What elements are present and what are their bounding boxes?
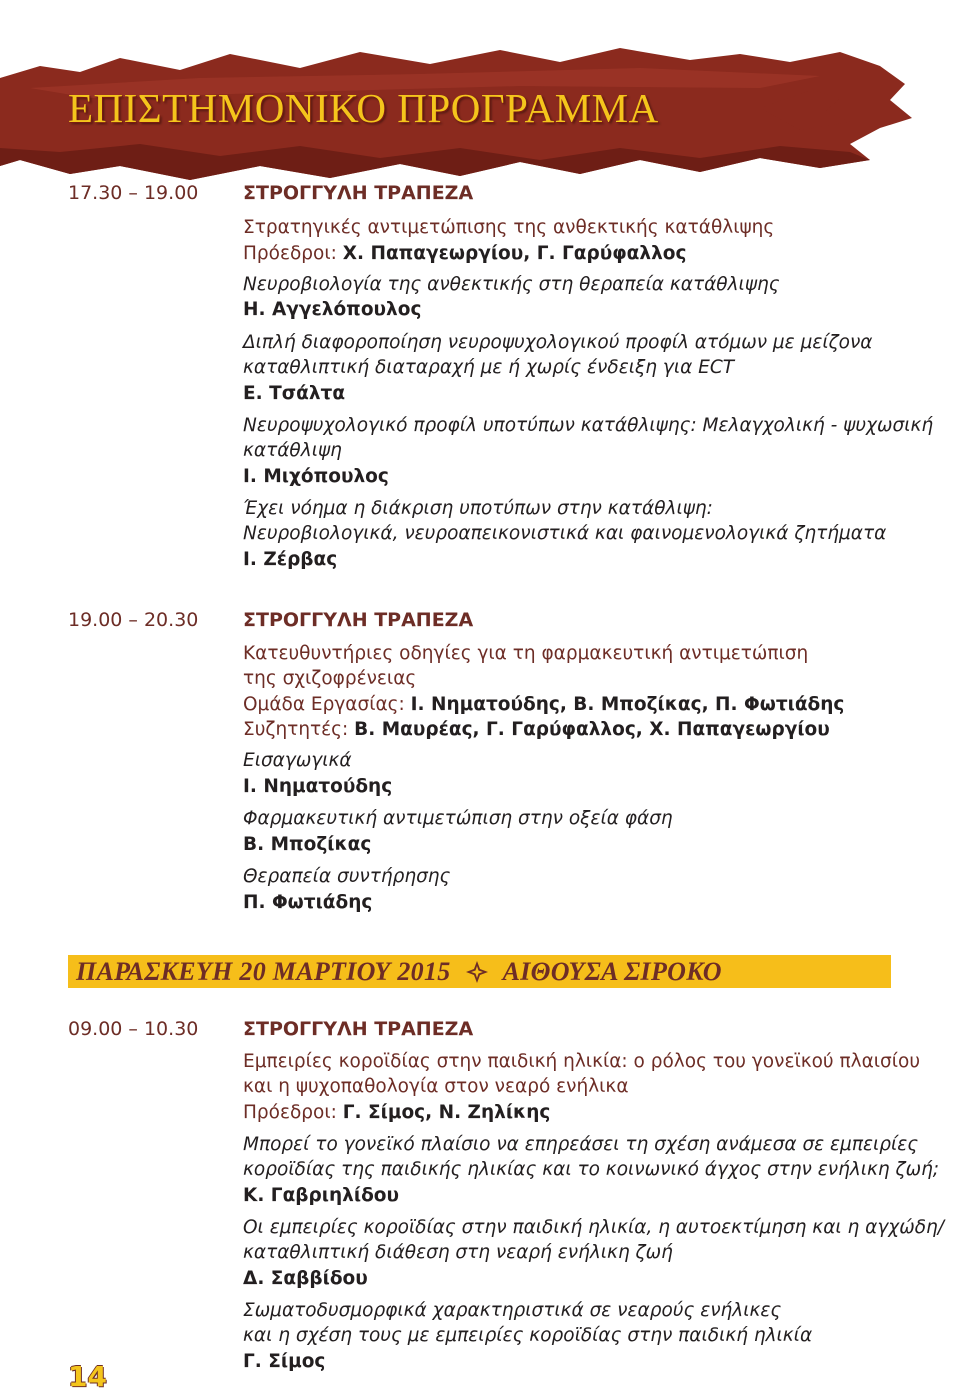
day-banner-text — [76, 957, 722, 987]
working-group-label: Ομάδα Εργασίας: — [243, 694, 411, 715]
session-type: ΣΤΡΟΓΓΥΛΗ ΤΡΑΠΕΖΑ — [243, 182, 474, 204]
session-time: 09.00 – 10.30 — [68, 1018, 199, 1040]
talk-title: Σωματοδυσμορφικά χαρακτηριστικά σε νεαρούς ενήλικες — [243, 1300, 782, 1321]
ornament-icon — [465, 960, 489, 984]
session-time: 17.30 – 19.00 — [68, 182, 199, 204]
talk-title: Διπλή διαφοροποίηση νευροψυχολογικού προφίλ ατόμων με μείζονα — [243, 332, 873, 353]
day-label: ΠΑΡΑΣΚΕΥΗ 20 ΜΑΡΤΙΟΥ 2015 — [76, 957, 451, 986]
session-title: Κατευθυντήριες οδηγίες για τη φαρμακευτική αντιμετώπιση — [243, 643, 809, 664]
discussants-names: Β. Μαυρέας, Γ. Γαρύφαλλος, Χ. Παπαγεωργίου — [354, 719, 830, 740]
talk-title: Φαρμακευτική αντιμετώπιση στην οξεία φάση — [243, 808, 673, 829]
talk-speaker: Ε. Τσάλτα — [243, 383, 346, 404]
talk-speaker: Γ. Σίμος — [243, 1351, 326, 1372]
session-time: 19.00 – 20.30 — [68, 609, 199, 631]
chairs-names: Χ. Παπαγεωργίου, Γ. Γαρύφαλλος — [342, 243, 687, 264]
talk-title: Μπορεί το γονεϊκό πλαίσιο να επηρεάσει τη σχέση ανάμεσα σε εμπειρίες — [243, 1134, 919, 1155]
session-title: Στρατηγικές αντιμετώπισης της ανθεκτικής κατάθλιψης — [243, 217, 775, 238]
session-type: ΣΤΡΟΓΓΥΛΗ ΤΡΑΠΕΖΑ — [243, 609, 474, 631]
session-chairs — [243, 241, 686, 266]
talk-title: Εισαγωγικά — [243, 750, 352, 771]
session-title: Εμπειρίες κοροϊδίας στην παιδική ηλικία: ο ρόλος του γονεϊκού πλαισίου — [243, 1051, 921, 1072]
talk-speaker: Ι. Νηματούδης — [243, 776, 393, 797]
talk-title: κοροϊδίας της παιδικής ηλικίας και το κοινωνικό άγχος στην ενήλικη ζωή; — [243, 1159, 940, 1180]
session-type: ΣΤΡΟΓΓΥΛΗ ΤΡΑΠΕΖΑ — [243, 1018, 474, 1040]
session-title: της σχιζοφρένειας — [243, 668, 417, 689]
talk-speaker: Β. Μποζίκας — [243, 834, 372, 855]
talk-title: καταθλιπτική διάθεση στη νεαρή ενήλικη ζωή — [243, 1242, 673, 1263]
discussants — [243, 717, 830, 742]
talk-title: καταθλιπτική διαταραχή με ή χωρίς ένδειξη για ECT — [243, 357, 735, 378]
chairs-label: Πρόεδροι: — [243, 1102, 343, 1123]
page-number: 14 — [68, 1360, 107, 1393]
talk-title: κατάθλιψη — [243, 440, 342, 461]
chairs-label: Πρόεδροι: — [243, 243, 343, 264]
talk-speaker: Η. Αγγελόπουλος — [243, 299, 422, 320]
working-group-names: Ι. Νηματούδης, Β. Μποζίκας, Π. Φωτιάδης — [410, 694, 845, 715]
talk-speaker: Π. Φωτιάδης — [243, 892, 373, 913]
chairs-names: Γ. Σίμος, Ν. Ζηλίκης — [342, 1102, 551, 1123]
talk-title: Θεραπεία συντήρησης — [243, 866, 451, 887]
discussants-label: Συζητητές: — [243, 719, 355, 740]
talk-title: Νευροβιολογικά, νευροαπεικονιστικά και φαινομενολογικά ζητήματα — [243, 523, 887, 544]
talk-title: Οι εμπειρίες κοροϊδίας στην παιδική ηλικία, η αυτοεκτίμηση και η αγχώδη/ — [243, 1217, 944, 1238]
page-title: ΕΠΙΣΤΗΜΟΝΙΚΟ ΠΡΟΓΡΑΜΜΑ — [68, 85, 659, 131]
talk-speaker: Δ. Σαββίδου — [243, 1268, 368, 1289]
working-group — [243, 692, 844, 717]
session-title: και η ψυχοπαθολογία στον νεαρό ενήλικα — [243, 1076, 629, 1097]
talk-speaker: Ι. Ζέρβας — [243, 549, 338, 570]
session-chairs — [243, 1100, 550, 1125]
talk-title: Νευροψυχολογικό προφίλ υποτύπων κατάθλιψης: Μελαγχολική - ψυχωσική — [243, 415, 934, 436]
talk-title: Έχει νόημα η διάκριση υποτύπων στην κατάθλιψη: — [243, 498, 713, 519]
room-label: ΑΙΘΟΥΣΑ ΣΙΡΟΚΟ — [502, 957, 722, 986]
talk-speaker: Ι. Μιχόπουλος — [243, 466, 389, 487]
talk-title: Νευροβιολογία της ανθεκτικής στη θεραπεία κατάθλιψης — [243, 274, 780, 295]
talk-title: και η σχέση τους με εμπειρίες κοροϊδίας στην παιδική ηλικία — [243, 1325, 813, 1346]
talk-speaker: Κ. Γαβριηλίδου — [243, 1185, 399, 1206]
